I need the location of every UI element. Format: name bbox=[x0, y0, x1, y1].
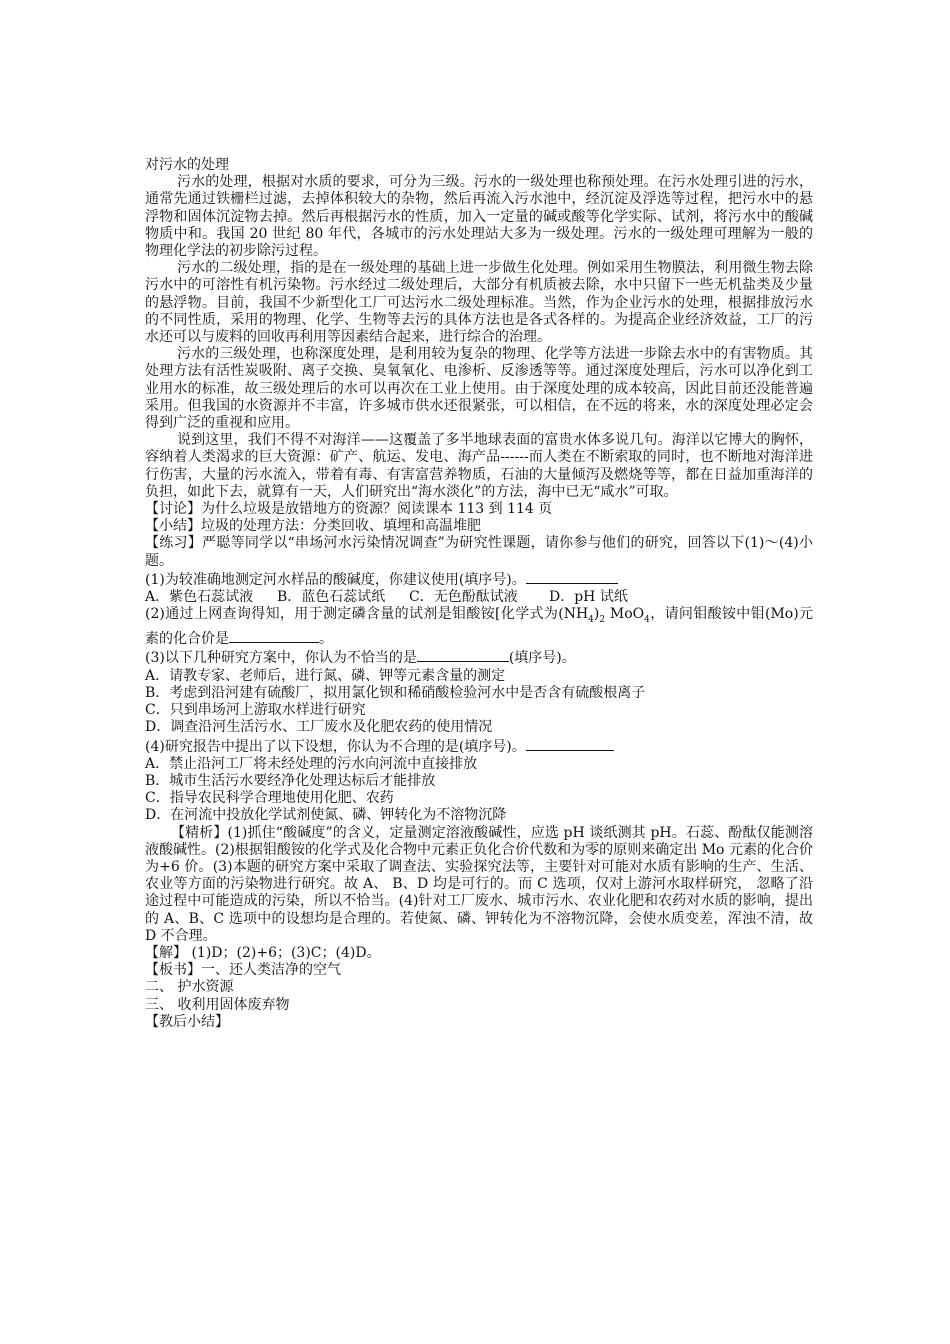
document-page bbox=[145, 157, 813, 1031]
q3-text-a: (3)以下几种研究方案中，你认为不恰当的是 bbox=[145, 650, 417, 667]
q2-text-d: ，请问钼酸铵中钼(Mo)元素的化合价是 bbox=[145, 606, 814, 648]
answer: 【解】 (1)D；(2)+6；(3)C；(4)D。 bbox=[145, 944, 381, 961]
q3-option-a: A．请教专家、老师后，进行氮、磷、钾等元素含量的测定 bbox=[145, 667, 506, 684]
paragraph-1: 污水的处理，根据对水质的要求，可分为三级。污水的一级处理也称预处理。在污水处理引进的污水，通常先通过铁栅栏过滤，去掉体积较大的杂物，然后再流入污水池中，经沉淀及浮选等过程，把污水中的悬浮物和固体沉淀物去掉。然后再根据污水的性质，加入一定量的碱或酸等化学实际、试剂，将污水中的酸碱物质中和。我国 20 世纪 80 年代，各城市的污水处理站大多为一级处理。污水的一级处理可理解为一般的物理化学法的初步除污过程。 bbox=[145, 174, 813, 260]
question-1-text: (1)为较准确地测定河水样品的酸碱度，你建议使用(填序号)。 bbox=[145, 571, 526, 588]
question-1 bbox=[145, 570, 813, 589]
answer-blank-3 bbox=[417, 648, 509, 662]
exercise-intro: 【练习】严聪等同学以“串场河水污染情况调查”为研究性课题，请你参与他们的研究，回答以下(1)～(4)小题。 bbox=[145, 535, 813, 569]
paragraph-4: 说到这里，我们不得不对海洋——这覆盖了多半地球表面的富贵水体多说几句。海洋以它博大的胸怀，容纳着人类渴求的巨大资源：矿产、航运、发电、海产品------而人类在不断索取的同时，也不断地对海洋进行伤害，大量的污水流入，带着有毒、有害富营养物质，石油的大量倾泻及燃烧等等，都在日益加重海洋的负担，如此下去，就算有一天，人们研究出“海水淡化”的方法，海中已无“咸水”可取。 bbox=[145, 432, 813, 500]
q4-option-c: C．指导农民科学合理地使用化肥、农药 bbox=[145, 790, 394, 807]
question-1-options bbox=[145, 589, 813, 606]
discussion: 【讨论】为什么垃圾是放错地方的资源？阅读课本 113 到 114 页 bbox=[145, 501, 553, 518]
q2-subscript-2: 2 bbox=[599, 615, 606, 626]
q1-option-c: C．无色酚酞试液 bbox=[409, 589, 518, 606]
q1-option-a: A．紫色石蕊试液 bbox=[145, 589, 254, 606]
paragraph-2: 污水的二级处理，指的是在一级处理的基础上进一步做生化处理。例如采用生物膜法，利用微生物去除污水中的可溶性有机污染物。污水经过二级处理后，大部分有机质被去除，水中只留下一些无机盐类及少量的悬浮物。目前，我国不少新型化工厂可达污水二级处理标准。当然，作为企业污水的处理，根据排放污水的不同性质，采用的物理、化学、生物等去污的具体方法也是各式各样的。为提高企业经济效益，工厂的污水还可以与废料的回收再利用等因素结合起来，进行综合的治理。 bbox=[145, 260, 813, 346]
q1-option-b: B．蓝色石蕊试纸 bbox=[277, 589, 386, 606]
q3-option-d: D．调查沿河生活污水、工厂废水及化肥农药的使用情况 bbox=[145, 719, 493, 736]
paragraph-3: 污水的三级处理，也称深度处理，是利用较为复杂的物理、化学等方法进一步除去水中的有害物质。其处理方法有活性炭吸附、离子交换、臭氧氧化、电渗析、反渗透等等。通过深度处理后，污水可以净化到工业用水的标准，故三级处理后的水可以再次在工业上使用。由于深度处理的成本较高，因此目前还没能普遍采用。但我国的水资源并不丰富，许多城市供水还很紧张，可以相信，在不远的将来，水的深度处理必定会得到广泛的重视和应用。 bbox=[145, 346, 813, 432]
answer-blank-4 bbox=[526, 737, 614, 751]
q2-subscript-4: 4 bbox=[588, 615, 594, 626]
question-4 bbox=[145, 737, 813, 756]
q1-option-d: D．pH 试纸 bbox=[549, 589, 628, 606]
q2-text-a: (2)通过上网查询得知，用于测定磷含量的试剂是钼酸铵[化学式为(NH bbox=[145, 606, 589, 623]
board-line-2: 二、 护水资源 bbox=[145, 979, 234, 996]
q4-option-b: B．城市生活污水要经净化处理达标后才能排放 bbox=[145, 772, 436, 789]
q2-text-c: MoO bbox=[605, 606, 645, 623]
q3-text-b: (填序号)。 bbox=[508, 650, 576, 667]
board-line-1: 【板书】一、还人类洁净的空气 bbox=[145, 962, 341, 979]
q4-text: (4)研究报告中提出了以下设想，你认为不合理的是(填序号)。 bbox=[145, 738, 526, 755]
q3-option-c: C．只到串场河上游取水样进行研究 bbox=[145, 702, 366, 719]
q4-option-d: D．在河流中投放化学试剂使氮、磷、钾转化为不溶物沉降 bbox=[145, 807, 507, 824]
answer-blank-1 bbox=[526, 570, 618, 584]
question-2 bbox=[145, 606, 813, 648]
after-class-summary: 【教后小结】 bbox=[145, 1013, 229, 1030]
q2-end: 。 bbox=[319, 631, 333, 648]
answer-blank-2 bbox=[229, 629, 319, 643]
q4-option-a: A．禁止沿河工厂将未经处理的污水向河流中直接排放 bbox=[145, 755, 478, 772]
question-3 bbox=[145, 648, 813, 667]
summary: 【小结】垃圾的处理方法：分类回收、填埋和高温堆肥 bbox=[145, 518, 481, 535]
q2-subscript-4b: 4 bbox=[644, 615, 650, 626]
q3-option-b: B．考虑到沿河建有硫酸厂，拟用氯化钡和稀硝酸检验河水中是否含有硫酸根离子 bbox=[145, 684, 646, 701]
doc-title: 对污水的处理 bbox=[145, 157, 229, 173]
q2-text-b: ) bbox=[593, 606, 600, 623]
analysis: 【精析】(1)抓住“酸碱度”的含义，定量测定溶液酸碱性，应选 pH 谈纸测其 pH。石蕊、酚酞仅能测溶液酸碱性。(2)根据钼酸铵的化学式及化合物中元素正负化合价代数和为零的原则来确定出 Mo 元素的化合价为+6 价。(3)本题的研究方案中采取了调查法、实验探究法等，主要针对可能对水质有影响的生产、生活、农业等方面的污染物进行研究。故 A、 B、D 均是可行的。而 C 选项，仅对上游河水取样研究， 忽略了沿途过程中可能造成的污染，所以不恰当。(4)针对工厂废水、城市污水、农业化肥和农药对水质的影响，提出的 A、B、C 选项中的设想均是合理的。若使氮、磷、钾转化为不溶物沉降，会使水质变差，浑浊不清，故 D 不合理。 bbox=[145, 824, 813, 944]
board-line-3: 三、 收利用固体废弃物 bbox=[145, 996, 290, 1013]
